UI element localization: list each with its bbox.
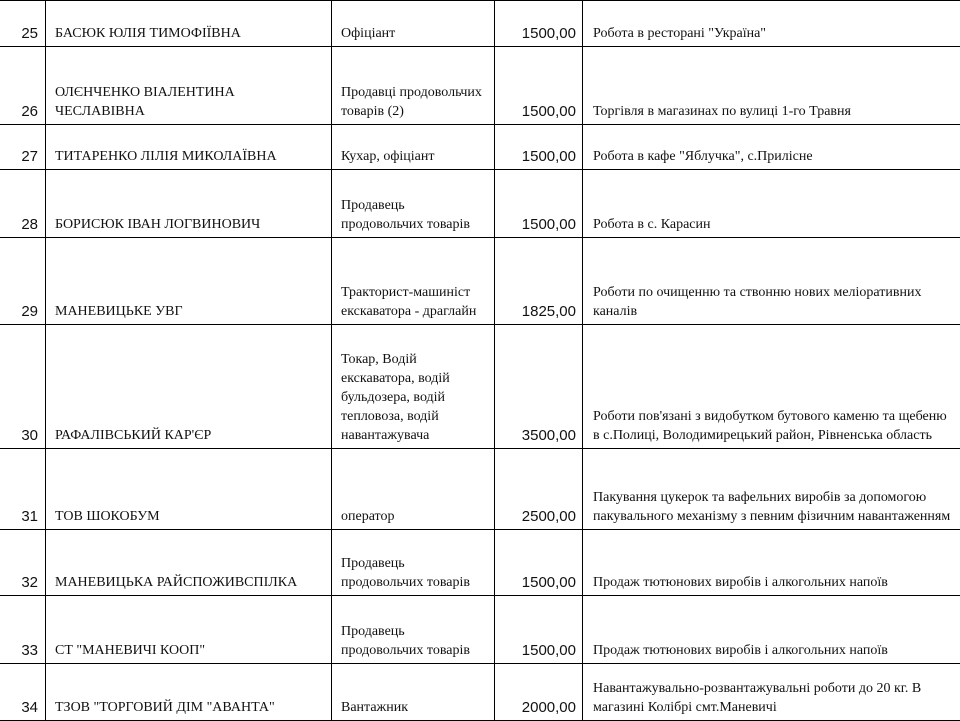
salary-cell: 1500,00 [495, 170, 583, 238]
row-number-cell: 33 [0, 596, 46, 664]
job-description-cell: Роботи пов'язані з видобутком бутового каменю та щебеню в с.Полиці, Володимирецький район, Рівненська область [583, 325, 960, 449]
job-description-cell: Продаж тютюнових виробів і алкогольних напоїв [583, 530, 960, 596]
profession-cell: Кухар, офіціант [332, 125, 495, 170]
organization-name-cell: БОРИСЮК ІВАН ЛОГВИНОВИЧ [46, 170, 332, 238]
organization-name-cell: ТЗОВ "ТОРГОВИЙ ДІМ "АВАНТА" [46, 664, 332, 721]
organization-name-cell: ТИТАРЕНКО ЛІЛІЯ МИКОЛАЇВНА [46, 125, 332, 170]
table-row [0, 170, 960, 238]
organization-name-cell: ОЛЄНЧЕНКО ВІАЛЕНТИНА ЧЕСЛАВІВНА [46, 47, 332, 125]
profession-cell: Продавець продовольчих товарів [332, 170, 495, 238]
job-description-cell: Робота в кафе "Яблучка", с.Прилісне [583, 125, 960, 170]
row-number-cell: 25 [0, 1, 46, 47]
profession-cell: Токар, Водій екскаватора, водій бульдозера, водій тепловоза, водій навантажувача [332, 325, 495, 449]
table-row [0, 596, 960, 664]
row-number-cell: 34 [0, 664, 46, 721]
table-row [0, 238, 960, 325]
job-description-cell: Пакування цукерок та вафельних виробів за допомогою пакувального механізму з певним фізичним навантаженням [583, 449, 960, 530]
profession-cell: Офіціант [332, 1, 495, 47]
salary-cell: 3500,00 [495, 325, 583, 449]
salary-cell: 1500,00 [495, 1, 583, 47]
profession-cell: Вантажник [332, 664, 495, 721]
table-row [0, 449, 960, 530]
table-row [0, 47, 960, 125]
job-description-cell: Навантажувально-розвантажувальні роботи до 20 кг. В магазині Колібрі смт.Маневичі [583, 664, 960, 721]
salary-cell: 1500,00 [495, 125, 583, 170]
salary-cell: 1500,00 [495, 530, 583, 596]
row-number-cell: 30 [0, 325, 46, 449]
organization-name-cell: СТ "МАНЕВИЧІ КООП" [46, 596, 332, 664]
profession-cell: Продавець продовольчих товарів [332, 530, 495, 596]
table-row [0, 530, 960, 596]
row-number-cell: 32 [0, 530, 46, 596]
salary-cell: 1500,00 [495, 47, 583, 125]
job-description-cell: Продаж тютюнових виробів і алкогольних напоїв [583, 596, 960, 664]
organization-name-cell: РАФАЛІВСЬКИЙ КАР'ЄР [46, 325, 332, 449]
job-description-cell: Торгівля в магазинах по вулиці 1-го Травня [583, 47, 960, 125]
organization-name-cell: БАСЮК ЮЛІЯ ТИМОФІЇВНА [46, 1, 332, 47]
table-row [0, 1, 960, 47]
row-number-cell: 28 [0, 170, 46, 238]
job-description-cell: Робота в ресторані "Україна" [583, 1, 960, 47]
salary-cell: 1825,00 [495, 238, 583, 325]
row-number-cell: 31 [0, 449, 46, 530]
salary-cell: 2000,00 [495, 664, 583, 721]
salary-cell: 1500,00 [495, 596, 583, 664]
row-number-cell: 29 [0, 238, 46, 325]
job-description-cell: Робота в с. Карасин [583, 170, 960, 238]
organization-name-cell: ТОВ ШОКОБУМ [46, 449, 332, 530]
profession-cell: Тракторист-машиніст екскаватора - драглайн [332, 238, 495, 325]
row-number-cell: 26 [0, 47, 46, 125]
organization-name-cell: МАНЕВИЦЬКА РАЙСПОЖИВСПІЛКА [46, 530, 332, 596]
organization-name-cell: МАНЕВИЦЬКЕ УВГ [46, 238, 332, 325]
profession-cell: Продавець продовольчих товарів [332, 596, 495, 664]
profession-cell: оператор [332, 449, 495, 530]
table-row [0, 125, 960, 170]
table-row [0, 325, 960, 449]
row-number-cell: 27 [0, 125, 46, 170]
job-description-cell: Роботи по очищенню та ствонню нових меліоративних каналів [583, 238, 960, 325]
table-row [0, 664, 960, 721]
profession-cell: Продавці продовольчих товарів (2) [332, 47, 495, 125]
salary-cell: 2500,00 [495, 449, 583, 530]
